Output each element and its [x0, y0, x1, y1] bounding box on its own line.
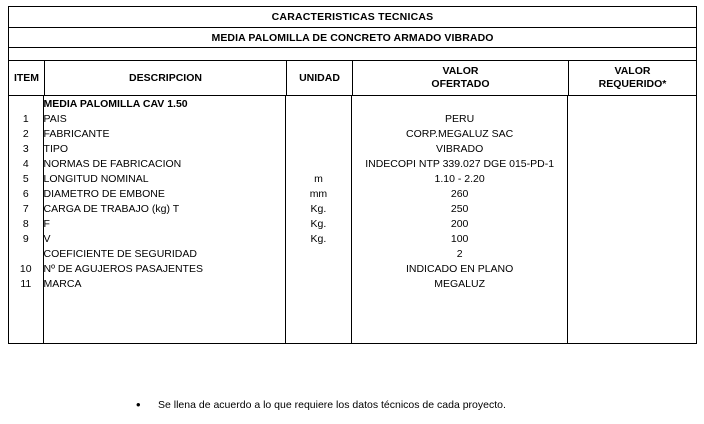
header-valor-ofertado-line2: OFERTADO: [431, 78, 490, 90]
cell-descripcion: PAIS: [43, 111, 285, 126]
cell-valor-ofertado: INDICADO EN PLANO: [351, 261, 567, 276]
footnote-text: Se llena de acuerdo a lo que requiere los datos técnicos de cada proyecto.: [158, 399, 506, 411]
header-valor-ofertado-line1: VALOR: [442, 65, 479, 77]
cell-descripcion: LONGITUD NOMINAL: [43, 171, 285, 186]
cell-valor-ofertado: 260: [351, 186, 567, 201]
header-valor-requerido-line2: REQUERIDO*: [598, 78, 667, 90]
cell-item: 9: [22, 232, 29, 245]
cell-descripcion: Nº DE AGUJEROS PASAJENTES: [43, 261, 285, 276]
cell-item: 11: [20, 277, 32, 290]
table-row: [9, 96, 696, 111]
blank-cell: [568, 291, 696, 343]
cell-descripcion: TIPO: [43, 141, 285, 156]
cell-valor-ofertado: [351, 96, 567, 111]
cell-item: 6: [22, 187, 29, 200]
table-row: [9, 171, 696, 186]
technical-specs-table: [8, 6, 697, 344]
document-subtitle: MEDIA PALOMILLA DE CONCRETO ARMADO VIBRADO: [9, 28, 697, 48]
cell-valor-requerido: [568, 171, 696, 186]
cell-item: 1: [22, 112, 29, 125]
cell-item: 5: [22, 172, 29, 185]
header-descripcion: DESCRIPCION: [45, 61, 287, 96]
cell-valor-requerido: [568, 96, 696, 111]
cell-descripcion: FABRICANTE: [43, 126, 285, 141]
cell-valor-requerido: [568, 126, 696, 141]
cell-descripcion: NORMAS DE FABRICACION: [43, 156, 285, 171]
cell-valor-requerido: [568, 156, 696, 171]
cell-valor-requerido: [568, 141, 696, 156]
cell-valor-ofertado: 2: [351, 246, 567, 261]
table-body-container: [9, 96, 697, 344]
cell-unidad: Kg.: [285, 216, 351, 231]
table-row: [9, 156, 696, 171]
table-row: [9, 126, 696, 141]
blank-cell: [285, 291, 351, 343]
table-blank-area: [9, 291, 696, 343]
cell-item: 10: [19, 262, 32, 275]
cell-unidad: [285, 156, 351, 171]
subtitle-row: [9, 28, 697, 48]
header-valor-requerido: [569, 61, 697, 96]
cell-valor-requerido: [568, 186, 696, 201]
header-valor-ofertado: [353, 61, 569, 96]
cell-unidad: [285, 126, 351, 141]
cell-valor-ofertado: CORP.MEGALUZ SAC: [351, 126, 567, 141]
blank-cell: [351, 291, 567, 343]
cell-item: 7: [22, 202, 29, 215]
cell-descripcion: COEFICIENTE DE SEGURIDAD: [43, 246, 285, 261]
blank-cell: [43, 291, 285, 343]
cell-unidad: m: [285, 171, 351, 186]
cell-unidad: [285, 111, 351, 126]
cell-valor-ofertado: 250: [351, 201, 567, 216]
cell-descripcion: F: [43, 216, 285, 231]
table-row: [9, 201, 696, 216]
cell-descripcion: V: [43, 231, 285, 246]
cell-item: [9, 246, 43, 261]
blank-cell: [9, 291, 43, 343]
cell-valor-ofertado: MEGALUZ: [351, 276, 567, 291]
cell-valor-ofertado: INDECOPI NTP 339.027 DGE 015-PD-1: [351, 156, 567, 171]
cell-descripcion: CARGA DE TRABAJO (kg) T: [43, 201, 285, 216]
cell-valor-ofertado: 100: [351, 231, 567, 246]
table-row: [9, 246, 696, 261]
cell-valor-ofertado: VIBRADO: [351, 141, 567, 156]
header-item: ITEM: [9, 61, 45, 96]
table-row: [9, 141, 696, 156]
cell-valor-requerido: [568, 261, 696, 276]
cell-valor-requerido: [568, 201, 696, 216]
cell-unidad: [285, 261, 351, 276]
table-row: [9, 261, 696, 276]
cell-item: 8: [22, 217, 29, 230]
cell-unidad: Kg.: [285, 231, 351, 246]
cell-item: [9, 96, 43, 111]
footnote: [136, 398, 676, 412]
cell-unidad: [285, 96, 351, 111]
header-valor-requerido-line1: VALOR: [614, 65, 651, 77]
cell-unidad: [285, 276, 351, 291]
header-unidad: UNIDAD: [287, 61, 353, 96]
cell-unidad: [285, 246, 351, 261]
table-row: [9, 111, 696, 126]
cell-descripcion: MARCA: [43, 276, 285, 291]
title-row: [9, 7, 697, 28]
spacer-row: [9, 48, 697, 61]
cell-descripcion: MEDIA PALOMILLA CAV 1.50: [43, 96, 285, 111]
cell-unidad: [285, 141, 351, 156]
bullet-icon: •: [136, 397, 141, 412]
cell-valor-requerido: [568, 111, 696, 126]
table-row: [9, 231, 696, 246]
table-row: [9, 216, 696, 231]
cell-valor-requerido: [568, 231, 696, 246]
cell-item: 3: [22, 142, 29, 155]
cell-valor-requerido: [568, 216, 696, 231]
cell-item: 4: [22, 157, 29, 170]
cell-valor-requerido: [568, 276, 696, 291]
cell-valor-requerido: [568, 246, 696, 261]
cell-valor-ofertado: 200: [351, 216, 567, 231]
cell-unidad: Kg.: [285, 201, 351, 216]
cell-item: 2: [22, 127, 29, 140]
cell-valor-ofertado: PERU: [351, 111, 567, 126]
table-header-row: [9, 61, 697, 96]
table-row: [9, 276, 696, 291]
document-title: CARACTERISTICAS TECNICAS: [9, 7, 697, 28]
spacer-cell: [9, 48, 697, 61]
cell-valor-ofertado: 1.10 - 2.20: [351, 171, 567, 186]
table-body-wrapper-row: [9, 96, 697, 344]
cell-unidad: mm: [285, 186, 351, 201]
cell-descripcion: DIAMETRO DE EMBONE: [43, 186, 285, 201]
table-body: [9, 96, 696, 343]
table-row: [9, 186, 696, 201]
